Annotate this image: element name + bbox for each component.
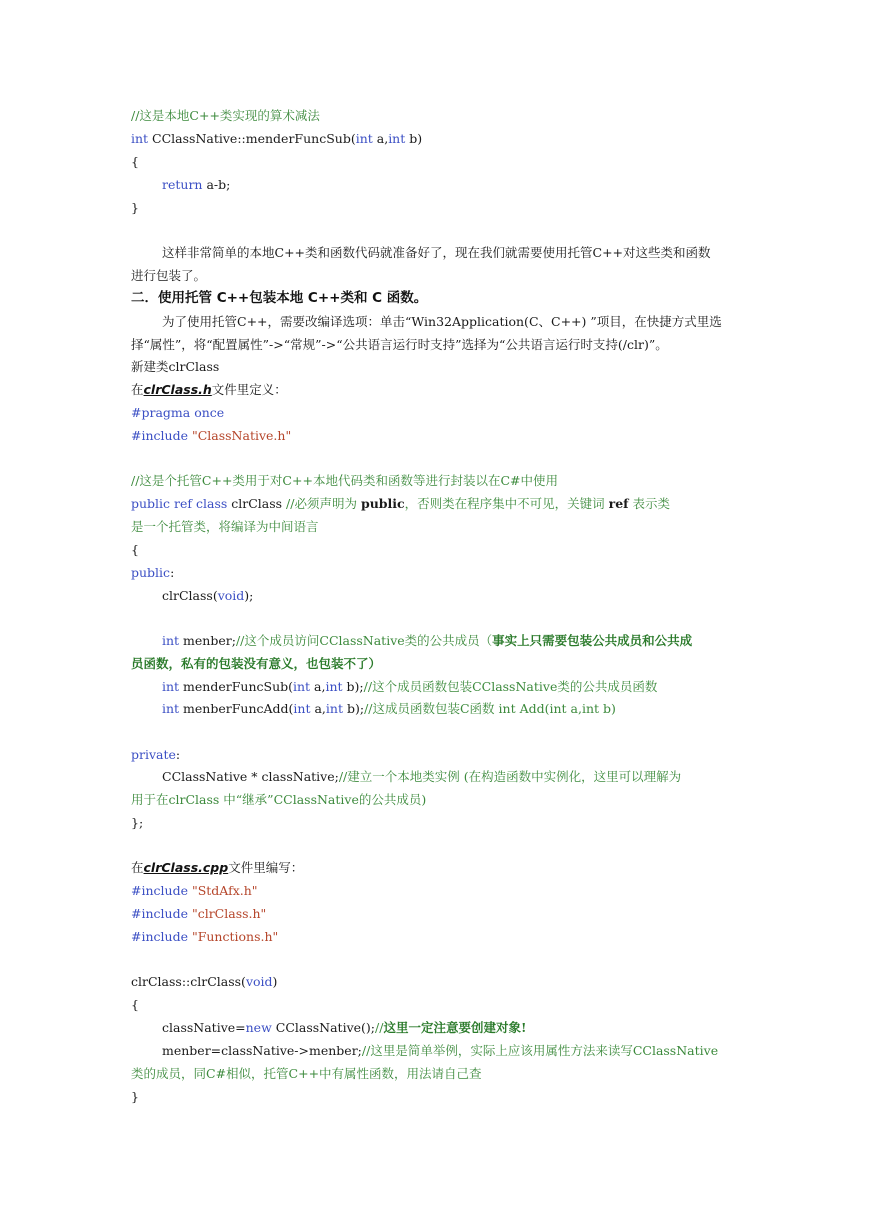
code-include: #include "StdAfx.h" xyxy=(131,883,258,898)
code-ctor-def: clrClass::clrClass(void) xyxy=(131,974,278,989)
code-method-decl: int menderFuncSub(int a,int b);//这个成员函数包装CClassNative类的公共成员函数 xyxy=(162,679,658,694)
code-class-end: }; xyxy=(131,815,144,830)
code-include: #include "Functions.h" xyxy=(131,929,279,944)
code-ctor-decl: clrClass(void); xyxy=(162,588,254,603)
code-brace-open: { xyxy=(131,542,139,557)
body-paragraph: 为了使用托管C++，需要改编译选项：单击“Win32Application(C、C++) ”项目，在快捷方式里选 xyxy=(162,314,722,329)
body-paragraph-cont: 进行包装了。 xyxy=(131,268,207,283)
code-pragma: #pragma once xyxy=(131,405,225,420)
code-member-decl: int menber;//这个成员访问CClassNative类的公共成员（事实上只需要包装公共成员和公共成 xyxy=(162,633,693,648)
code-comment-cont: 是一个托管类，将编译为中间语言 xyxy=(131,519,319,534)
code-statement: menber=classNative->menber;//这里是简单举例，实际上应该用属性方法来读写CClassNative xyxy=(162,1043,719,1058)
file-label: 在clrClass.h文件里定义： xyxy=(131,382,287,397)
code-brace-open: { xyxy=(131,154,139,169)
code-method-decl: int menberFuncAdd(int a,int b);//这成员函数包装C函数 int Add(int a,int b) xyxy=(162,701,616,716)
code-comment: //这是个托管C++类用于对C++本地代码类和函数等进行封装以在C#中使用 xyxy=(131,473,558,488)
code-line-return: return a-b; xyxy=(162,177,231,192)
file-name: clrClass.cpp xyxy=(143,860,229,875)
code-include: #include "ClassNative.h" xyxy=(131,428,292,443)
body-paragraph-cont: 择“属性”，将“配置属性”->“常规”->“公共语言运行时支持”选择为“公共语言运行时支持(/clr)”。 xyxy=(131,337,668,352)
code-class-decl: public ref class clrClass //必须声明为 public，否则类在程序集中不可见，关键词 ref 表示类 xyxy=(131,496,671,511)
code-brace-close: } xyxy=(131,200,139,215)
code-comment: //这是本地C++类实现的算术减法 xyxy=(131,108,320,123)
file-label: 在clrClass.cpp文件里编写： xyxy=(131,860,304,875)
code-include: #include "clrClass.h" xyxy=(131,906,267,921)
body-line: 新建类clrClass xyxy=(131,359,220,374)
code-brace-close: } xyxy=(131,1089,139,1104)
code-comment-cont: 类的成员，同C#相似，托管C++中有属性函数，用法请自己查 xyxy=(131,1066,482,1081)
code-comment-cont: 员函数，私有的包装没有意义，也包装不了） xyxy=(131,656,382,671)
code-line-signature: int CClassNative::menderFuncSub(int a,int b) xyxy=(131,131,423,146)
code-access-public: public: xyxy=(131,565,175,580)
code-access-private: private: xyxy=(131,747,181,762)
code-statement: classNative=new CClassNative();//这里一定注意要创建对象! xyxy=(162,1020,527,1035)
body-paragraph: 这样非常简单的本地C++类和函数代码就准备好了，现在我们就需要使用托管C++对这些类和函数 xyxy=(162,245,711,260)
code-comment-cont: 用于在clrClass 中“继承”CClassNative的公共成员) xyxy=(131,792,427,807)
code-field-decl: CClassNative * classNative;//建立一个本地类实例 (在构造函数中实例化，这里可以理解为 xyxy=(162,769,682,784)
file-name: clrClass.h xyxy=(143,382,212,397)
section-heading: 二．使用托管 C++包装本地 C++类和 C 函数。 xyxy=(131,290,428,306)
code-brace-open: { xyxy=(131,997,139,1012)
